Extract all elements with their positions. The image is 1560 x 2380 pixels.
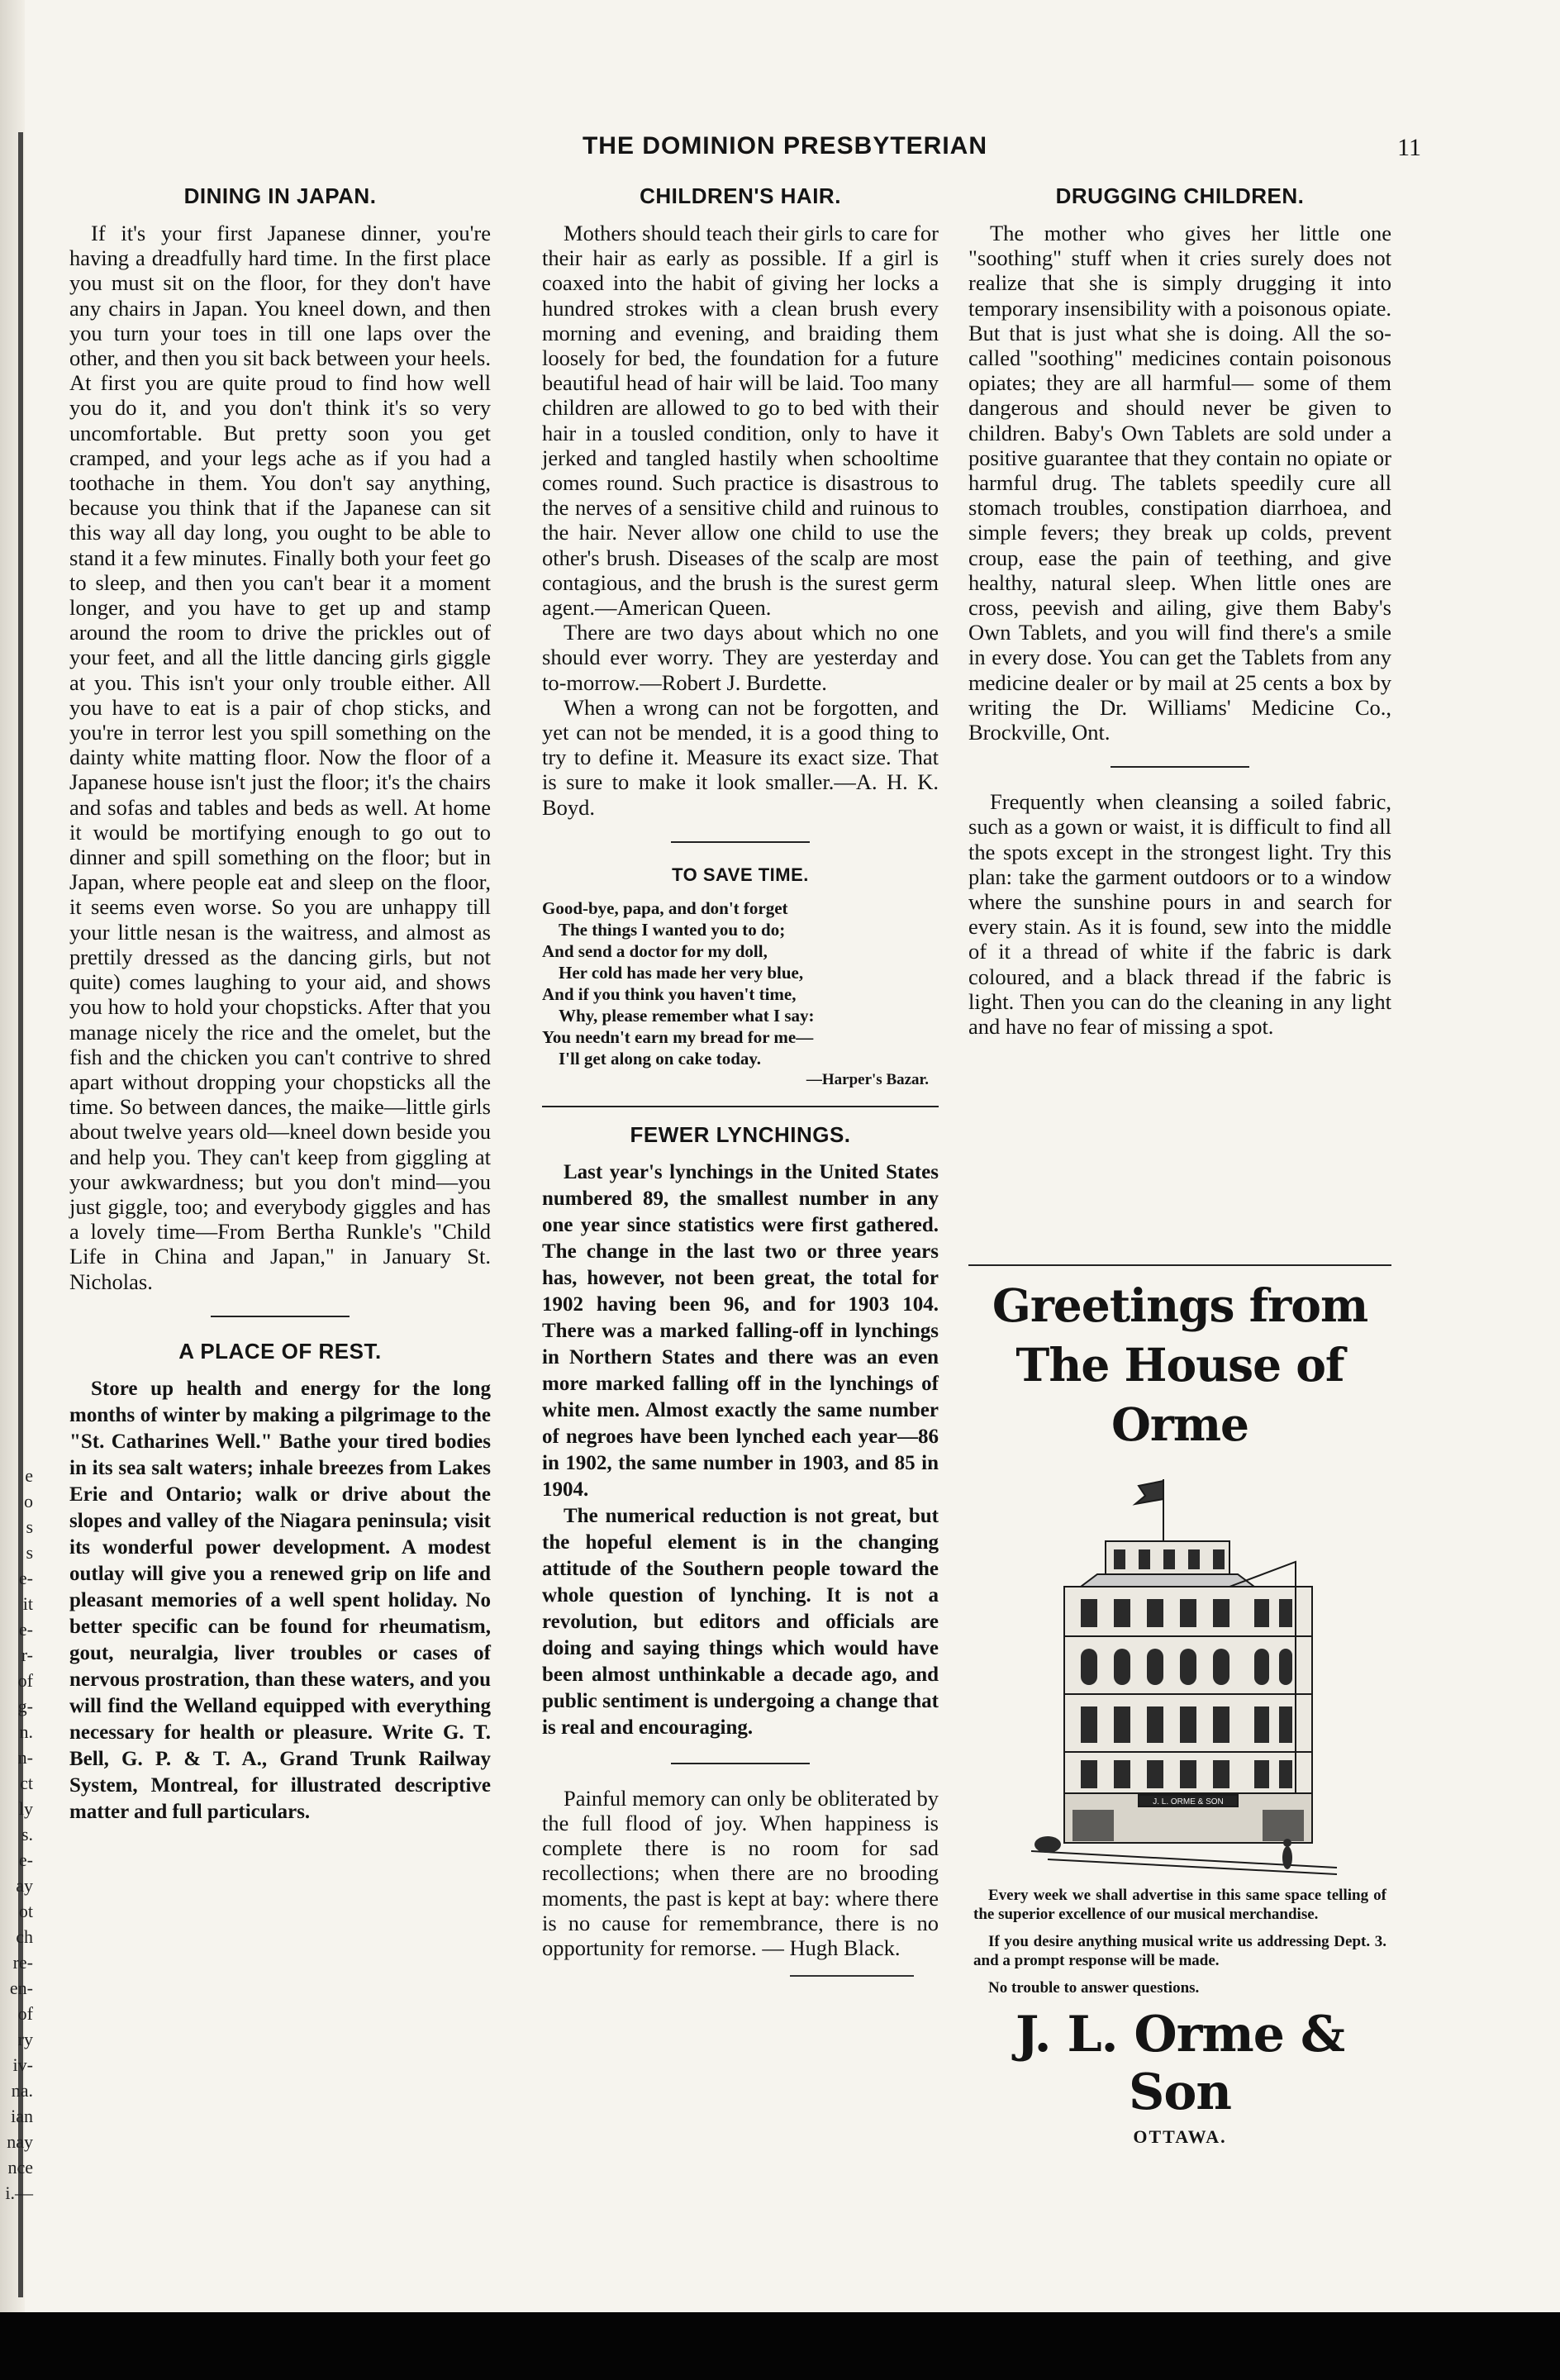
margin-fragment: ch bbox=[16, 1926, 33, 1947]
flag-icon bbox=[1135, 1481, 1163, 1504]
poem-body bbox=[542, 897, 939, 1091]
column-right bbox=[968, 183, 1391, 1039]
ad-paragraph: No trouble to answer questions. bbox=[988, 1979, 1200, 1997]
margin-fragment: ay bbox=[16, 1875, 33, 1896]
margin-fragment: of bbox=[17, 1670, 33, 1691]
margin-fragment: g- bbox=[17, 1696, 33, 1716]
poem-line: I'll get along on cake today. bbox=[559, 1048, 762, 1069]
orme-advertisement bbox=[968, 1264, 1391, 2148]
article-title-lynchings: FEWER LYNCHINGS. bbox=[630, 1121, 851, 1147]
margin-fragment: i.— bbox=[5, 2182, 33, 2203]
margin-fragment: o bbox=[24, 1491, 33, 1511]
margin-fragment: ot bbox=[18, 1901, 33, 1921]
margin-fragment: s. bbox=[21, 1824, 33, 1844]
ad-paragraph: If you desire anything musical write us addressing Dept. 3. and a prompt response will be made. bbox=[973, 1933, 1386, 1969]
margin-fragment: s bbox=[26, 1542, 33, 1563]
ad-copy bbox=[973, 1886, 1386, 1997]
ad-company-name: J. L. Orme & Son bbox=[1015, 2006, 1345, 2121]
margin-fragment: na. bbox=[11, 2080, 33, 2101]
margin-fragment: ct bbox=[20, 1773, 33, 1793]
column-left bbox=[69, 183, 491, 1825]
poem-line: Her cold has made her very blue, bbox=[559, 962, 804, 983]
margin-fragment: it bbox=[22, 1593, 33, 1614]
margin-fragment: re- bbox=[12, 1952, 33, 1973]
margin-fragment: e- bbox=[18, 1619, 33, 1640]
ad-title bbox=[968, 1276, 1391, 1454]
article-body-dining: If it's your first Japanese dinner, you're having a dreadfully hard time. In the first place you must sit on the floor, for they don't have any chairs in Japan. You kneel down, and then you turn your toes in till one laps over the other, and then you sit back between your heels. At first you are quite proud to find how well you do it, and you don't think it's so very uncomfortable. But pretty soon you get cramped, and your legs ache as if you had a toothache in them. You don't say anything, because you think that if the Japanese can sit this way all day long, you ought to be able to stand it a few minutes. Finally both your feet go to sleep, and then you can't bear it a moment longer, and you have to get up and stamp around the room to drive the prickles out of your feet, and all the little dancing girls giggle at you. This isn't your only trouble either. All you have to eat is a pair of chop sticks, and you're in terror lest you spill something on the dainty white matting floor. Now the floor of a Japanese house isn't just the floor; it's the chairs and sofas and tables and beds as well. At home it would be mortifying enough to go out to dinner and spill something on the floor; but in Japan, where people eat and sleep on the floor, it seems even worse. So you are unhappy till your little nesan is the waitress, and almost as prettily dressed as the dancing girls, but not quite) comes laughing to your aid, and shows you how to hold your chopsticks. After that you manage nicely the rice and the omelet, but the fish and the chicken you can't contrive to shred apart without dropping your chopsticks all the time. So between dances, the maike—little girls about twelve years old—kneel down beside you and help you. They can't keep from giggling at your awkwardness; but you don't mind—you just giggle, too; and everybody giggles and has a lovely time—From Bertha Runkle's "Child Life in China and Japan," in January St. Nicholas. bbox=[69, 221, 491, 1294]
section-divider bbox=[671, 1763, 810, 1764]
ad-title-line-2: The House of Orme bbox=[1015, 1338, 1344, 1451]
adjacent-page-fragments bbox=[5, 1463, 33, 2206]
article-body-painful-memory: Painful memory can only be obliterated by the full flood of joy. When happiness is complete there is no room for sad recollections; when there are no brooding moments, the past is kept at bay: where there is no cause for remembrance, there is no opportunity for remorse. — Hugh Black. bbox=[542, 1785, 939, 1961]
article-title-drugging: DRUGGING CHILDREN. bbox=[1055, 183, 1305, 208]
margin-fragment: r- bbox=[21, 1645, 33, 1665]
article-body-lynchings: Last year's lynchings in the United States numbered 89, the smallest number in any one year since statistics were first gathered. The change in the last two or three years has, however, not been great, the total for 1902 having been 96, and for 1903 104. There was a marked falling-off in lynchings in Northern States and there was an even more marked falling off in the lynchings of white men. Almost exactly the same number of negroes have been lynched each year—86 in 1902, the same number in 1903, and 85 in 1904. bbox=[542, 1160, 939, 1501]
margin-fragment: en- bbox=[9, 1978, 33, 1998]
page-number: 11 bbox=[1397, 134, 1421, 161]
section-divider bbox=[211, 1316, 350, 1317]
masthead: THE DOMINION PRESBYTERIAN bbox=[582, 132, 988, 159]
section-divider bbox=[542, 1106, 939, 1107]
ad-top-rule bbox=[968, 1264, 1391, 1266]
ad-paragraph: Every week we shall advertise in this same space telling of the superior excellence of our musical merchandise. bbox=[973, 1887, 1386, 1923]
quote-burdette: There are two days about which no one should ever worry. They are yesterday and to-morrow.—Robert J. Burdette. bbox=[542, 620, 939, 695]
article-body-lynchings-2: The numerical reduction is not great, but the hopeful element is in the changing attitude of the Southern people toward the whole question of lynching. It is not a revolution, but editors and officials are doing and saying things which would have been almost unthinkable a decade ago, and public sentiment is undergoing a change that is real and encouraging. bbox=[542, 1504, 939, 1739]
poem-line: Good-bye, papa, and don't forget bbox=[542, 897, 788, 918]
poem-line: And send a doctor for my doll, bbox=[542, 940, 768, 961]
poem-title: TO SAVE TIME. bbox=[672, 864, 809, 885]
building-illustration bbox=[1015, 1463, 1345, 1876]
article-title-childrens-hair: CHILDREN'S HAIR. bbox=[640, 183, 841, 208]
article-body-cleansing: Frequently when cleansing a soiled fabric, such as a gown or waist, it is difficult to find all the spots except in the strongest light. Try this plan: take the garment outdoors or to a window where the sunshine pours in and search for every stain. As it is found, sew into the middle of it a thread of white if the fabric is dark coloured, and a black thread if the fabric is light. Then you can do the cleaning in any light and have no fear of missing a spot. bbox=[968, 789, 1391, 1040]
margin-fragment: e- bbox=[18, 1568, 33, 1588]
poem-line: Why, please remember what I say: bbox=[559, 1005, 815, 1026]
scan-bottom-band bbox=[0, 2312, 1560, 2380]
column-middle bbox=[542, 183, 939, 1977]
article-body-drugging: The mother who gives her little one "soothing" stuff when it cries surely does not realize that she is simply drugging it into temporary insensibility with a poisonous opiate. But that is just what she is doing. All the so-called "soothing" medicines contain poisonous opiates; they are all harmful— some of them dangerous and should never be given to children. Baby's Own Tablets are sold under a positive guarantee that they contain no opiate or harmful drug. The tablets speedily cure all stomach troubles, constipation diarrhoea, and simple fevers; they break up colds, prevent croup, ease the pain of teething, and give healthy, natural sleep. When little ones are cross, peevish and ailing, give them Baby's Own Tablets, and you will find there's a smile in every dose. You can get the Tablets from any medicine dealer or by mail at 25 cents a box by writing the Dr. Williams' Medicine Co., Brockville, Ont. bbox=[968, 221, 1391, 745]
margin-fragment: n. bbox=[19, 1721, 33, 1742]
article-body-childrens-hair: Mothers should teach their girls to care for their hair as early as possible. If a girl is coaxed into the habit of giving her locks a hundred strokes with a clean brush every morning and evening, and braiding them loosely for bed, the foundation for a future beautiful head of hair will be laid. Too many children are allowed to go to bed with their hair in a tousled condition, only to have it jerked and tangled hastily when schooltime comes round. Such practice is disastrous to the nerves of a sensitive child and ruinous to the hair. Never allow one child to use the other's brush. Diseases of the scalp are most contagious, and the brush is the surest germ agent.—American Queen. bbox=[542, 221, 939, 621]
poem-line: The things I wanted you to do; bbox=[559, 919, 786, 940]
closing-rule bbox=[790, 1975, 914, 1977]
poem-line: And if you think you haven't time, bbox=[542, 983, 797, 1004]
section-divider bbox=[671, 841, 810, 843]
margin-fragment: nay bbox=[7, 2131, 33, 2152]
margin-fragment: iv- bbox=[12, 2054, 33, 2075]
margin-fragment: s bbox=[26, 1516, 33, 1537]
margin-fragment: ry bbox=[17, 2029, 33, 2049]
margin-fragment: ian bbox=[11, 2106, 33, 2126]
ad-city: OTTAWA. bbox=[1133, 2126, 1227, 2147]
margin-fragment: n- bbox=[17, 1747, 33, 1768]
poem-credit: —Harper's Bazar. bbox=[806, 1070, 929, 1088]
storefront-sign: J. L. ORME & SON bbox=[1153, 1797, 1224, 1806]
margin-fragment: e bbox=[25, 1465, 33, 1486]
margin-fragment: of bbox=[17, 2003, 33, 2024]
ad-title-line-1: Greetings from bbox=[992, 1278, 1368, 1332]
margin-fragment: ly bbox=[18, 1798, 33, 1819]
margin-fragment: nce bbox=[7, 2157, 33, 2178]
article-body-place-of-rest: Store up health and energy for the long months of winter by making a pilgrimage to the "St. Catharines Well." Bathe your tired bodies in its sea salt waters; inhale breezes from Lakes Erie and Ontario; walk or drive about the slopes and valley of the Niagara peninsula; visit its wonderful power development. A modest outlay will give you a renewed grip on life and pleasant memories of a well spent holiday. No better specific can be found for rheumatism, gout, neuralgia, liver troubles or cases of nervous prostration, than these waters, and you will find the Welland equipped with everything necessary for health or pleasure. Write G. T. Bell, G. P. & T. A., Grand Trunk Railway System, Montreal, for illustrated descriptive matter and full particulars. bbox=[69, 1377, 491, 1823]
article-title-dining: DINING IN JAPAN. bbox=[183, 183, 377, 208]
article-title-place-of-rest: A PLACE OF REST. bbox=[178, 1338, 382, 1364]
margin-fragment: e- bbox=[18, 1849, 33, 1870]
poem-line: You needn't earn my bread for me— bbox=[542, 1026, 814, 1047]
quote-boyd: When a wrong can not be forgotten, and yet can not be mended, it is a good thing to try to define it. Measure its exact size. That is sure to make it look smaller.—A. H. K. Boyd. bbox=[542, 694, 939, 820]
section-divider bbox=[1111, 766, 1249, 768]
